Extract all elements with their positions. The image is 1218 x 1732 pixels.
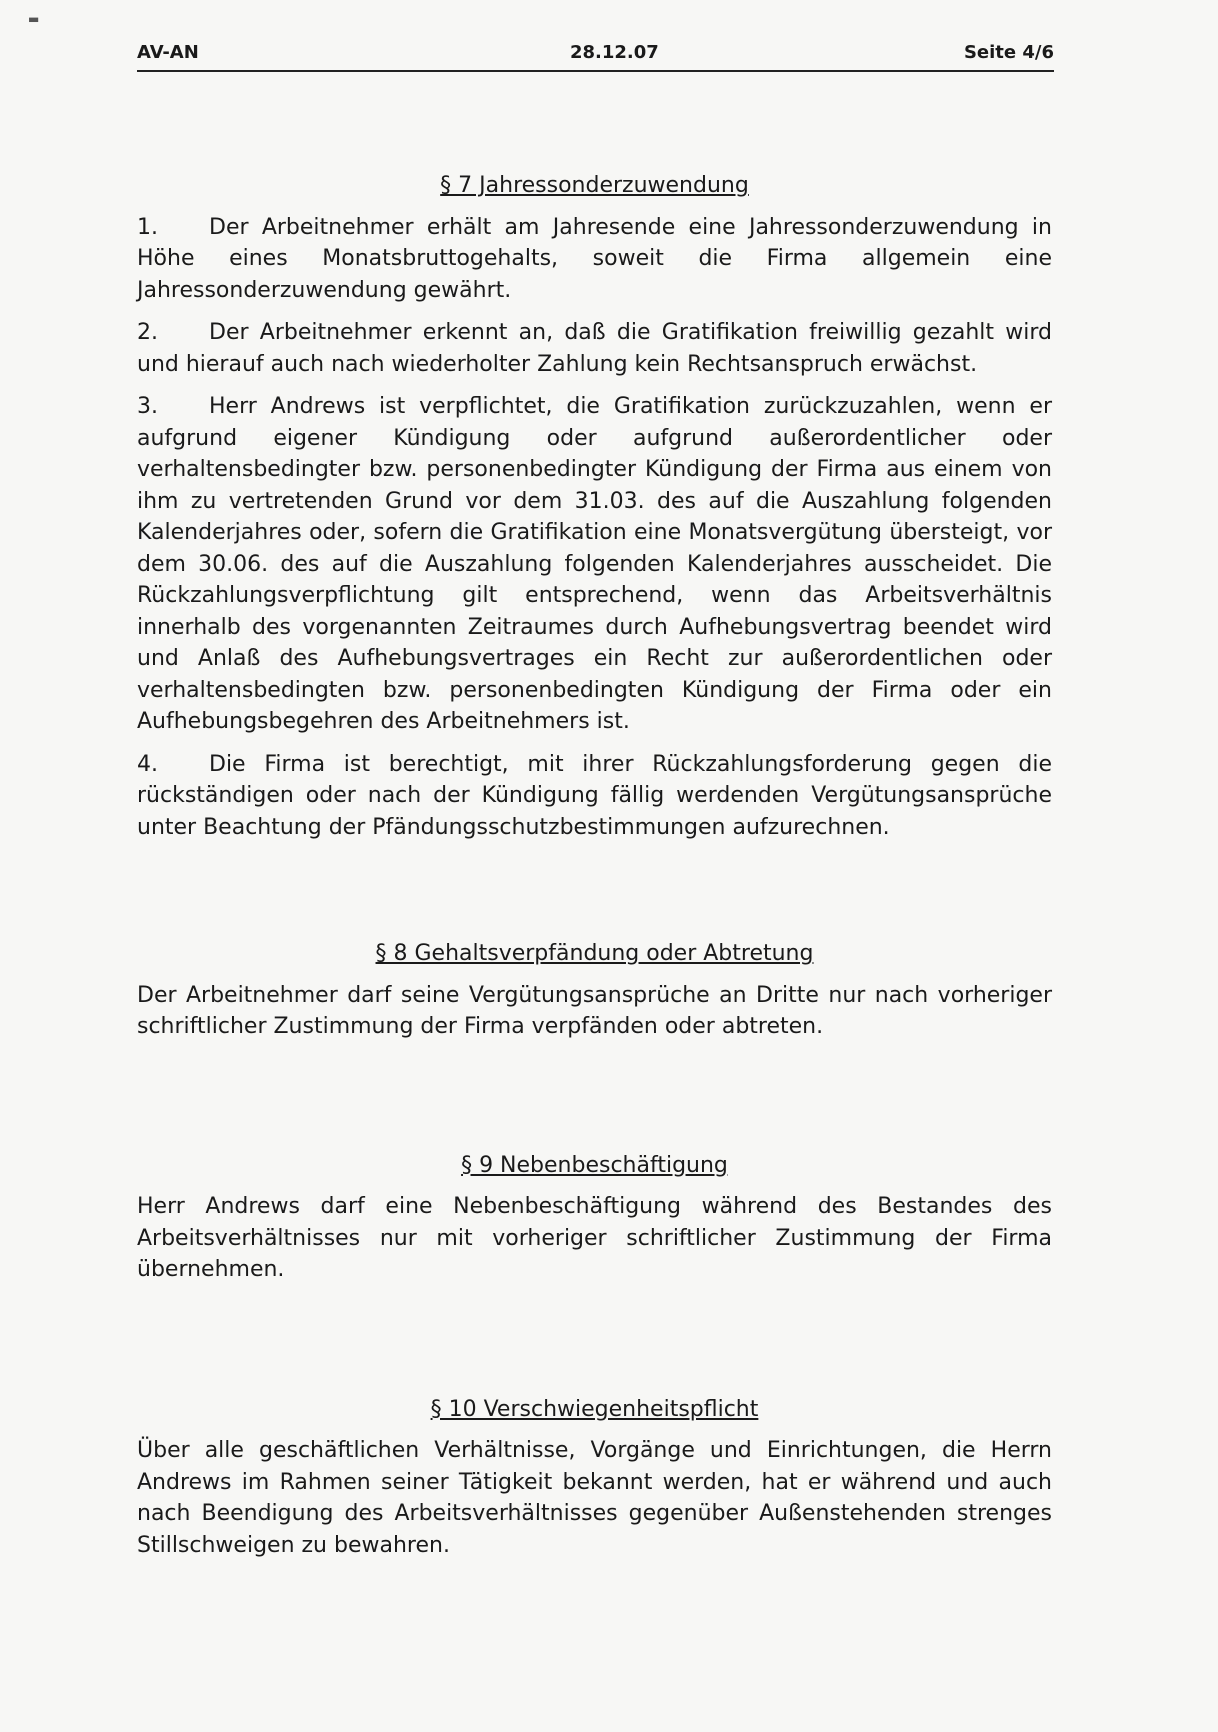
clause-number: 1. <box>137 214 158 240</box>
section-title: § 8 Gehaltsverpfändung oder Abtretung <box>375 941 814 966</box>
clause-text: Herr Andrews ist verpflichtet, die Gratifikation zurückzuzahlen, wenn er aufgrund eigener Kündigung oder aufgrund außerordentlicher oder verhaltensbedingter bzw. personenbedingter Kündigung der Firma aus einem von ihm zu vertretenden Grund vor dem 31.03. des auf die Auszahlung folgenden Kalenderjahres oder, sofern die Gratifikation eine Monatsvergütung übersteigt, vor dem 30.06. des auf die Auszahlung folgenden Kalenderjahres ausscheidet. Die Rückzahlungsverpflichtung gilt entsprechend, wenn das Arbeitsverhältnis innerhalb des vorgenannten Zeitraumes durch Aufhebungsvertrag beendet wird und Anlaß des Aufhebungsvertrages ein Recht zur außerordentlichen oder verhaltensbedingten bzw. personenbedingten Kündigung der Firma oder ein Aufhebungsbegehren des Arbeitnehmers ist. <box>137 394 1052 734</box>
document-body <box>137 170 1052 1561</box>
header-page-number: Seite 4/6 <box>963 42 1054 63</box>
clause-number: 4. <box>137 751 158 777</box>
scan-mark: ▬ <box>28 12 40 26</box>
header-date: 28.12.07 <box>570 42 659 63</box>
header-doc-id: AV-AN <box>137 42 199 63</box>
section-9 <box>137 1150 1052 1286</box>
section-text: Herr Andrews darf eine Nebenbeschäftigung während des Bestandes des Arbeitsverhältnisses nur mit vorheriger schriftlicher Zustimmung der Firma übernehmen. <box>137 1194 1052 1282</box>
clause-number: 3. <box>137 394 158 419</box>
section-10 <box>137 1394 1052 1562</box>
clause-item <box>137 391 1052 738</box>
section-7 <box>137 170 1052 843</box>
section-text: Der Arbeitnehmer darf seine Vergütungsansprüche an Dritte nur nach vorheriger schriftlicher Zustimmung der Firma verpfänden oder abtreten. <box>137 982 1052 1039</box>
clause-text: Der Arbeitnehmer erhält am Jahresende eine Jahressonderzuwendung in Höhe eines Monatsbruttogehalts, soweit die Firma allgemein eine Jahressonderzuwendung gewährt. <box>137 214 1052 303</box>
section-8 <box>137 938 1052 1043</box>
clause-text: Der Arbeitnehmer erkennt an, daß die Gratifikation freiwillig gezahlt wird und hierauf auch nach wiederholter Zahlung kein Rechtsanspruch erwächst. <box>137 320 1052 377</box>
page-header <box>137 40 1054 72</box>
section-text: Über alle geschäftlichen Verhältnisse, Vorgänge und Einrichtungen, die Herrn Andrews im Rahmen seiner Tätigkeit bekannt werden, hat er während und auch nach Beendigung des Arbeitsverhältnisses gegenüber Außenstehenden strenges Stillschweigen zu bewahren. <box>137 1438 1052 1558</box>
section-title: § 9 Nebenbeschäftigung <box>461 1152 728 1178</box>
clause-text: Die Firma ist berechtigt, mit ihrer Rückzahlungsforderung gegen die rückständigen oder nach der Kündigung fällig werdenden Vergütungsansprüche unter Beachtung der Pfändungsschutzbestimmungen aufzurechnen. <box>137 751 1052 840</box>
section-title: § 7 Jahressonderzuwendung <box>440 173 749 198</box>
clause-item <box>137 212 1052 307</box>
clause-number: 2. <box>137 320 158 345</box>
clause-item <box>137 317 1052 380</box>
section-title: § 10 Verschwiegenheitspflicht <box>430 1396 759 1422</box>
clause-item <box>137 749 1052 844</box>
